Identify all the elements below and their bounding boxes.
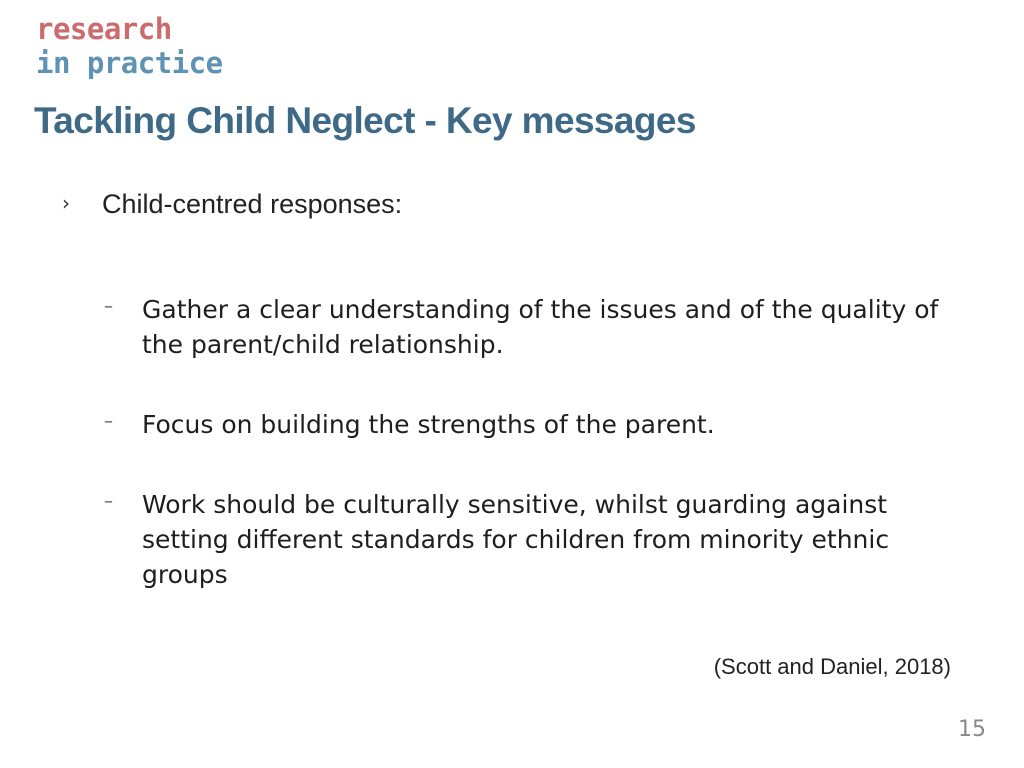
slide-title: Tackling Child Neglect - Key messages (34, 100, 696, 141)
sub-bullet-item (104, 407, 974, 487)
page-number: 15 (958, 717, 986, 742)
logo-line-research: research (36, 12, 172, 46)
dash-icon: – (104, 411, 113, 432)
citation: (Scott and Daniel, 2018) (713, 654, 951, 679)
dash-icon: – (104, 296, 113, 317)
dash-icon: – (104, 491, 113, 512)
sub-bullet-text: Focus on building the strengths of the parent. (142, 410, 715, 439)
sub-bullet-item (104, 292, 974, 407)
logo-line-in-practice: in practice (36, 46, 223, 80)
sub-bullet-list (104, 292, 974, 592)
main-bullet-text: Child-centred responses: (102, 189, 403, 219)
sub-bullet-text: Work should be culturally sensitive, whilst guarding against setting different standards for children from minority ethnic groups (142, 490, 890, 589)
research-in-practice-logo (36, 12, 223, 80)
main-bullet (62, 185, 402, 223)
sub-bullet-text: Gather a clear understanding of the issues and of the quality of the parent/child relationship. (142, 295, 939, 359)
sub-bullet-item (104, 487, 974, 592)
chevron-right-icon: › (62, 191, 70, 215)
